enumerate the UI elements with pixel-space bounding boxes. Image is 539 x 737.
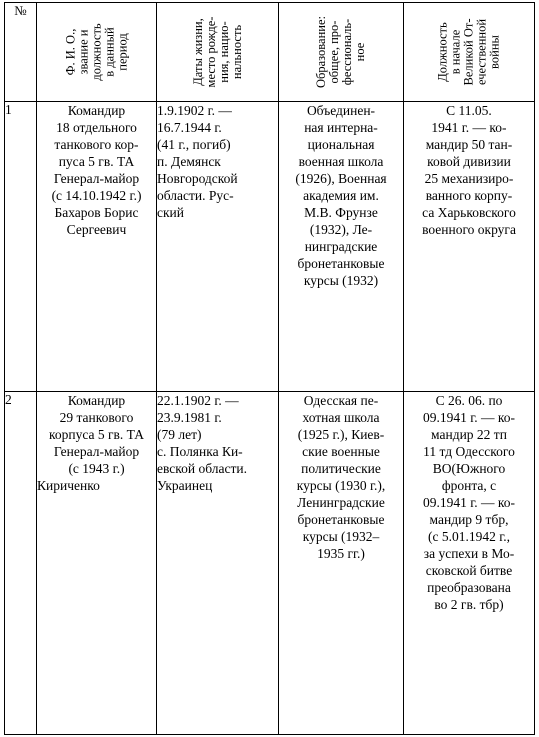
header-name-text: Ф. И. О., звание и должность в данный период bbox=[63, 23, 129, 81]
row-life: 1.9.1902 г. — 16.7.1944 г. (41 г., погиб) п. Демянск Новгородской области. Рус- ский bbox=[157, 102, 279, 392]
header-name bbox=[37, 3, 157, 102]
row-education: Одесская пе- хотная школа (1925 г.), Киев- ские военные политические курсы (1930 г.), Ленинградские бронетанковые курсы (1932– 1935 гг.) bbox=[279, 392, 404, 735]
row-number: 1 bbox=[5, 102, 37, 392]
row-number: 2 bbox=[5, 392, 37, 735]
row-name: Командир 18 отдельного танкового кор- пуса 5 гв. ТА Генерал-майор (с 14.10.1942 г.) Бахаров Борис Сергеевич bbox=[37, 102, 157, 392]
header-number: № bbox=[5, 3, 37, 102]
header-position-text: Должность в начале Великой От- ечественной войны bbox=[435, 18, 502, 86]
row-name: Командир 29 танкового корпуса 5 гв. ТА Генерал-майор (с 1943 г.) Кириченко bbox=[37, 392, 157, 735]
commanders-table bbox=[4, 2, 535, 735]
header-life-text: Даты жизни, место рожде- ния, нацио- нальность bbox=[190, 16, 244, 88]
table-header-row bbox=[5, 3, 535, 102]
row-education: Объединен- ная интерна- циональная военная школа (1926), Военная академия им. М.В. Фрунзе (1932), Ле- нинградские бронетанковые курсы (1932) bbox=[279, 102, 404, 392]
header-education-text: Образование: общее, про- фессиональ- ное bbox=[314, 16, 367, 88]
table-row bbox=[5, 102, 535, 392]
row-life: 22.1.1902 г. — 23.9.1981 г. (79 лет) с. Полянка Ки- евской области. Украинец bbox=[157, 392, 279, 735]
header-position bbox=[404, 3, 535, 102]
row-position: С 11.05. 1941 г. — ко- мандир 50 тан- ковой дивизии 25 механизиро- ванного корпу- са Харьковского военного округа bbox=[404, 102, 535, 392]
header-life bbox=[157, 3, 279, 102]
header-education bbox=[279, 3, 404, 102]
table-row bbox=[5, 392, 535, 735]
row-position: С 26. 06. по 09.1941 г. — ко- мандир 22 тп 11 тд Одесского ВО(Южного фронта, с 09.1941 г. — ко- мандир 9 тбр, (с 5.01.1942 г., за успехи в Мо- сковской битве преобразована во 2 гв. тбр) bbox=[404, 392, 535, 735]
